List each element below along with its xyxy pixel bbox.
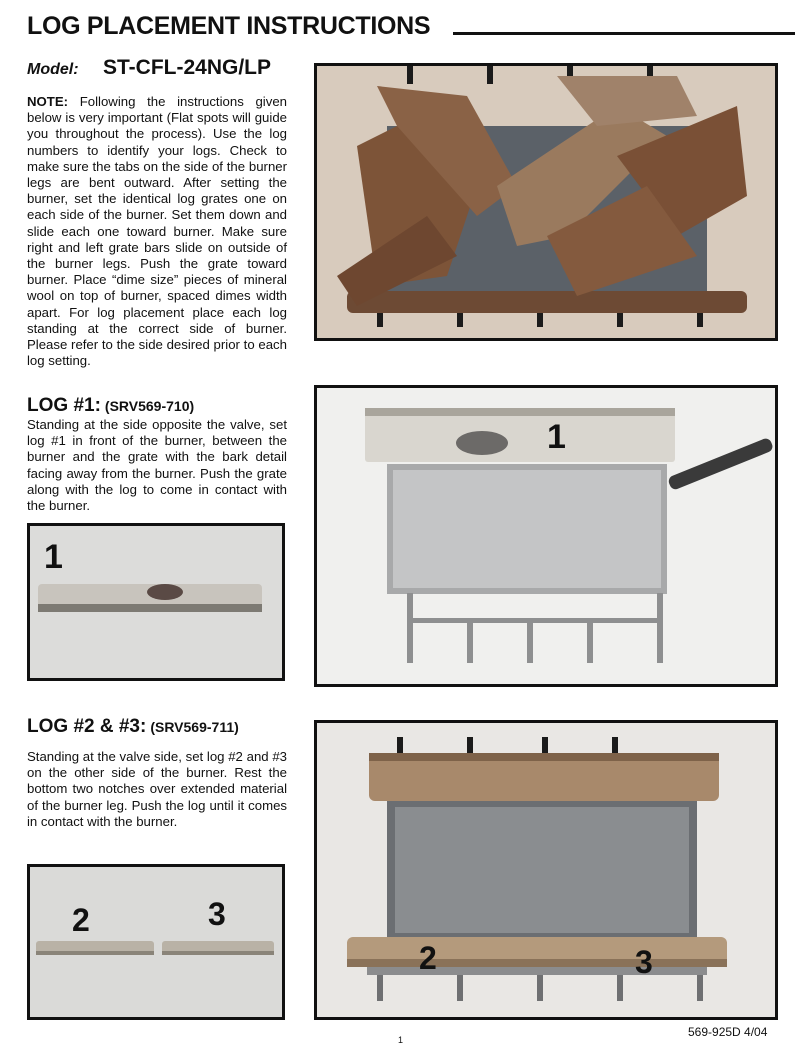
intro-text: Following the instructions given below is very important (Flat spots will guide you throughout the process). Use the log numbers to identify your logs. Check to make sure the tabs on the side of the burner legs are bent outward. After setting the burner, set the identical log grates one on each side of the burner. Set them down and slide each one toward burner. Make sure right and left grate bars slide on outside of the burner legs. Push the grate toward burner. Place “dime size” pieces of mineral wool on top of burner, spaced dimes width apart. For log placement place each log standing at the correct side of burner. Please refer to the side desired prior to each log setting. (27, 94, 287, 369)
log23-heading-text: LOG #2 & #3: (27, 716, 147, 737)
log2-thumb-label: 2 (72, 902, 90, 938)
log1-thumb-label: 1 (44, 538, 63, 576)
log23-burner-photo (314, 720, 778, 1020)
log23-burner-illustration (317, 723, 775, 1017)
page-number: 1 (398, 1035, 404, 1045)
note-label: NOTE: (27, 94, 69, 109)
log1-burner-illustration (317, 388, 775, 684)
log1-paragraph: Standing at the side opposite the valve, set log #1 in front of the burner, between the burner and the grate with the bark detail facing away from the burner. Push the grate along with the log to come in contact with the burner. (27, 417, 287, 514)
intro-paragraph (27, 94, 287, 369)
log1-photo (27, 523, 285, 681)
page-title: LOG PLACEMENT INSTRUCTIONS (27, 12, 431, 40)
full-log-set-photo (314, 63, 778, 341)
log23-photo (27, 864, 285, 1020)
log23-part-number: (SRV569-711) (150, 719, 239, 735)
model-row (27, 56, 271, 80)
log1-heading (27, 395, 194, 417)
log3-burner-label: 3 (635, 944, 653, 980)
log1-illustration (30, 526, 282, 678)
log3-thumb-label: 3 (208, 896, 226, 932)
log2-burner-label: 2 (419, 940, 437, 976)
title-rule (453, 32, 795, 35)
model-value: ST-CFL-24NG/LP (103, 56, 272, 79)
log23-illustration (30, 867, 282, 1017)
document-code: 569-925D 4/04 (688, 1025, 768, 1039)
log23-paragraph: Standing at the valve side, set log #2 and #3 on the other side of the burner. Rest the bottom two notches over extended material of the burner leg. Push the log until it comes in contact with the burner. (27, 749, 287, 829)
log1-burner-label: 1 (547, 418, 566, 456)
log1-burner-photo (314, 385, 778, 687)
model-label: Model: (27, 61, 79, 78)
full-log-set-illustration (317, 66, 775, 338)
log1-part-number: (SRV569-710) (104, 398, 195, 414)
log1-heading-text: LOG #1: (27, 395, 101, 416)
log23-heading (27, 716, 239, 738)
